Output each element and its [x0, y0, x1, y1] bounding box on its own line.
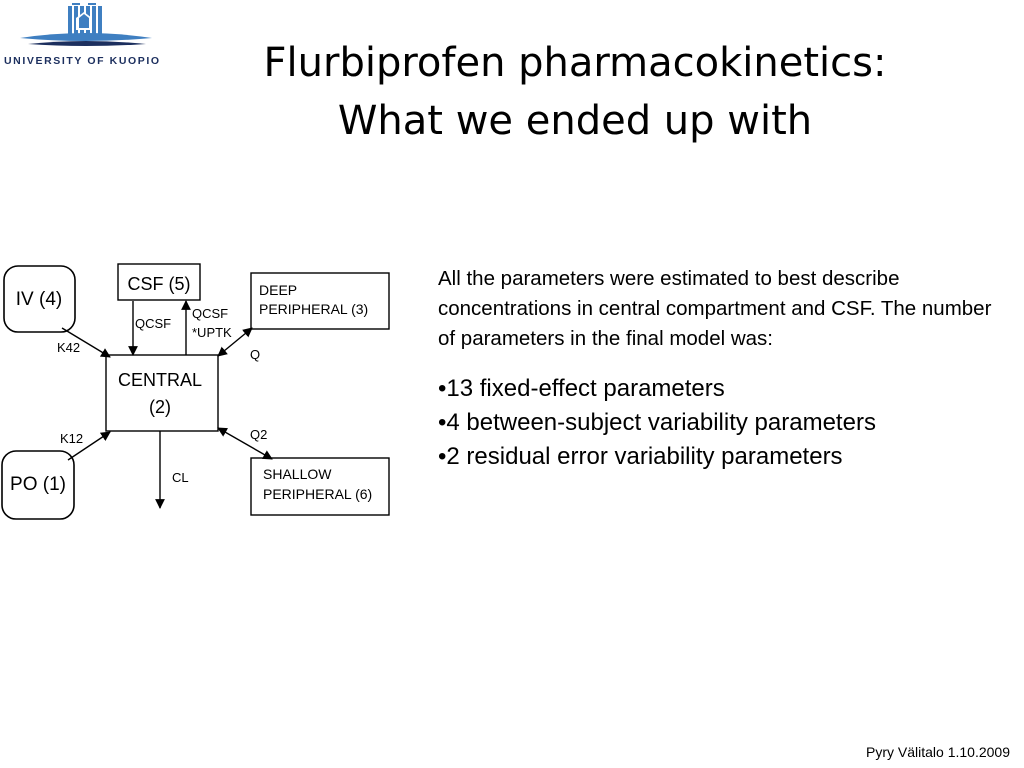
intro-paragraph: All the parameters were estimated to best describe concentrations in central compartment and CSF. The number of parameters in the final model was:: [438, 267, 992, 350]
po-compartment: [2, 451, 74, 519]
central-label-line1: CENTRAL: [117, 370, 203, 390]
shallow-label-line1: SHALLOW: [263, 466, 332, 482]
csf-compartment: [118, 264, 200, 300]
deep-label-line1: DEEP: [259, 282, 298, 298]
deep-peripheral-compartment: [251, 273, 389, 329]
pk-model-diagram: [0, 260, 400, 530]
q-label: Q: [250, 347, 261, 362]
list-item: •4 between-subject variability parameters: [438, 409, 876, 436]
shallow-peripheral-compartment: [251, 458, 389, 515]
university-logo: [0, 0, 180, 80]
slide-body: [438, 264, 998, 474]
central-compartment: [106, 355, 218, 431]
parameter-list: [438, 372, 998, 474]
slide-title: [180, 34, 970, 150]
university-emblem-icon: [0, 0, 180, 56]
list-item: •13 fixed-effect parameters: [438, 375, 725, 402]
qcsf-down-label: QCSF: [135, 316, 172, 331]
iv-compartment: [4, 266, 75, 332]
q2-label: Q2: [250, 427, 268, 442]
slide-title-line1: Flurbiprofen pharmacokinetics:: [263, 40, 887, 86]
central-label-line2: (2): [149, 397, 171, 417]
qcsf-up-label-line1: QCSF: [192, 306, 229, 321]
shallow-label-line2: PERIPHERAL (6): [263, 486, 373, 502]
k42-label: K42: [57, 340, 81, 355]
footer-author-date: Pyry Välitalo 1.10.2009: [866, 744, 1010, 760]
qcsf-up-label-line2: *UPTK: [192, 325, 232, 340]
cl-label: CL: [172, 470, 189, 485]
slide-title-line2: What we ended up with: [337, 98, 813, 144]
deep-label-line2: PERIPHERAL (3): [259, 301, 369, 317]
po-label: PO (1): [10, 474, 66, 495]
k12-label: K12: [60, 431, 84, 446]
list-item: •2 residual error variability parameters: [438, 443, 843, 470]
iv-label: IV (4): [15, 289, 63, 310]
csf-label: CSF (5): [127, 274, 191, 294]
university-name: UNIVERSITY OF KUOPIO: [4, 55, 161, 67]
